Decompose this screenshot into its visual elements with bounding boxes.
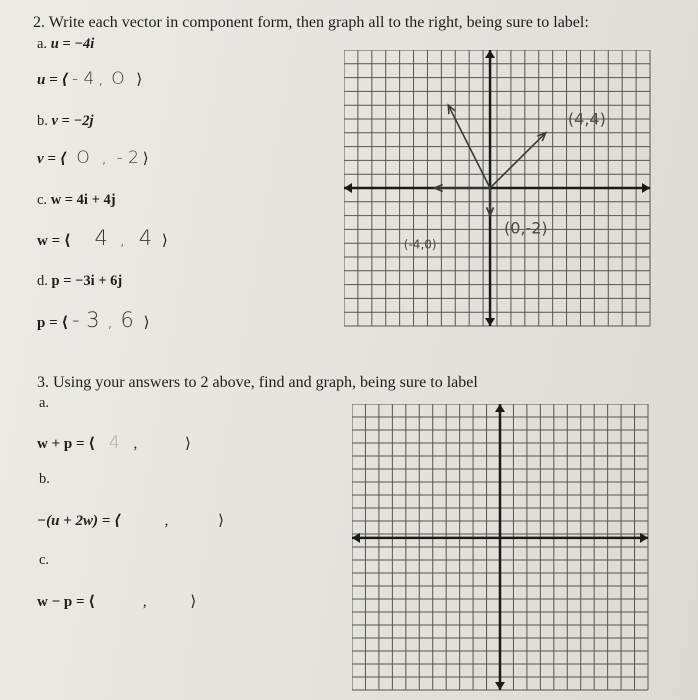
q2-d-comma: ,: [107, 312, 113, 332]
vector-label-3: (0,-2): [503, 218, 548, 238]
q2-b-answer: [37, 148, 149, 168]
vector-label-2: (-4,0): [403, 237, 437, 252]
q2-c-letter: c.: [37, 192, 48, 208]
q3-a-comma: ,: [133, 436, 138, 452]
q2-c-label: [37, 192, 116, 209]
vector-label-1: (4,4): [567, 109, 606, 129]
q3-a-x-handwritten: 4: [108, 433, 120, 453]
q2-b-letter: b.: [37, 113, 48, 129]
q2-b-prefix: v = ⟨: [37, 151, 67, 167]
q2-b-close: ⟩: [142, 151, 149, 167]
q2-b-expression: v = −2j: [51, 113, 94, 129]
q2-c-answer: [37, 226, 168, 250]
q2-d-x-handwritten: - 3: [72, 308, 100, 332]
q3-coordinate-grid: [352, 404, 652, 696]
y-axis-arrow-down: [495, 682, 505, 690]
q2-d-answer: [37, 308, 150, 332]
q2-b-label: [37, 113, 94, 130]
q3-b-close: ⟩: [218, 513, 224, 529]
q2-b-x-handwritten: O: [76, 148, 90, 168]
q2-d-letter: d.: [37, 273, 48, 289]
q2-c-x-handwritten: 4: [94, 226, 108, 250]
q2-a-label: [37, 36, 94, 53]
q2-a-letter: a.: [37, 36, 48, 52]
q2-c-y-handwritten: 4: [138, 226, 153, 250]
q3-a-close: ⟩: [184, 436, 191, 452]
q2-b-comma: ,: [101, 148, 107, 168]
y-axis-arrow-up: [495, 404, 505, 412]
q3-c-close: ⟩: [190, 594, 197, 610]
q2-a-prefix: u = ⟨: [37, 72, 69, 88]
q2-c-expression: w = 4i + 4j: [50, 192, 116, 208]
q2-c-close: ⟩: [161, 233, 168, 249]
q2-a-close: ⟩: [136, 72, 143, 88]
q3-b-label: b.: [39, 471, 50, 487]
q3-c-comma: ,: [142, 594, 147, 610]
x-axis-arrow-right: [642, 183, 650, 193]
q2-coordinate-grid: [344, 50, 656, 332]
q2-a-y-handwritten: O: [111, 69, 125, 89]
q3-a-answer: [37, 433, 191, 453]
q2-d-y-handwritten: 6: [120, 308, 134, 332]
q2-b-y-handwritten: - 2: [116, 148, 139, 168]
q3-c-prefix: w − p = ⟨: [37, 594, 96, 610]
q2-title: 2. Write each vector in component form, then graph all to the right, being sure to label:: [33, 14, 589, 31]
q2-c-comma: ,: [119, 230, 126, 250]
q3-b-answer: [37, 511, 224, 530]
q2-d-expression: p = −3i + 6j: [51, 273, 123, 289]
q2-a-answer: [37, 69, 142, 89]
q3-b-comma: ,: [164, 513, 169, 529]
q2-a-x-handwritten: - 4: [72, 69, 95, 89]
x-axis-arrow-left: [344, 183, 352, 193]
q3-a-label: a.: [39, 395, 50, 411]
q2-d-close: ⟩: [143, 315, 150, 331]
y-axis-arrow-up: [485, 50, 495, 58]
q2-a-comma: ,: [98, 69, 104, 89]
q3-c-answer: [37, 592, 196, 611]
q2-d-prefix: p = ⟨: [37, 315, 69, 331]
y-axis-arrow-down: [485, 318, 495, 326]
q3-title: 3. Using your answers to 2 above, find and graph, being sure to label: [37, 374, 478, 391]
q3-c-label: c.: [39, 552, 50, 568]
q3-b-prefix: −(u + 2w) = ⟨: [37, 513, 121, 529]
q2-c-prefix: w = ⟨: [37, 233, 71, 249]
q3-a-prefix: w + p = ⟨: [37, 436, 96, 452]
q2-d-label: [37, 273, 122, 290]
q2-a-expression: u = −4i: [50, 36, 95, 52]
